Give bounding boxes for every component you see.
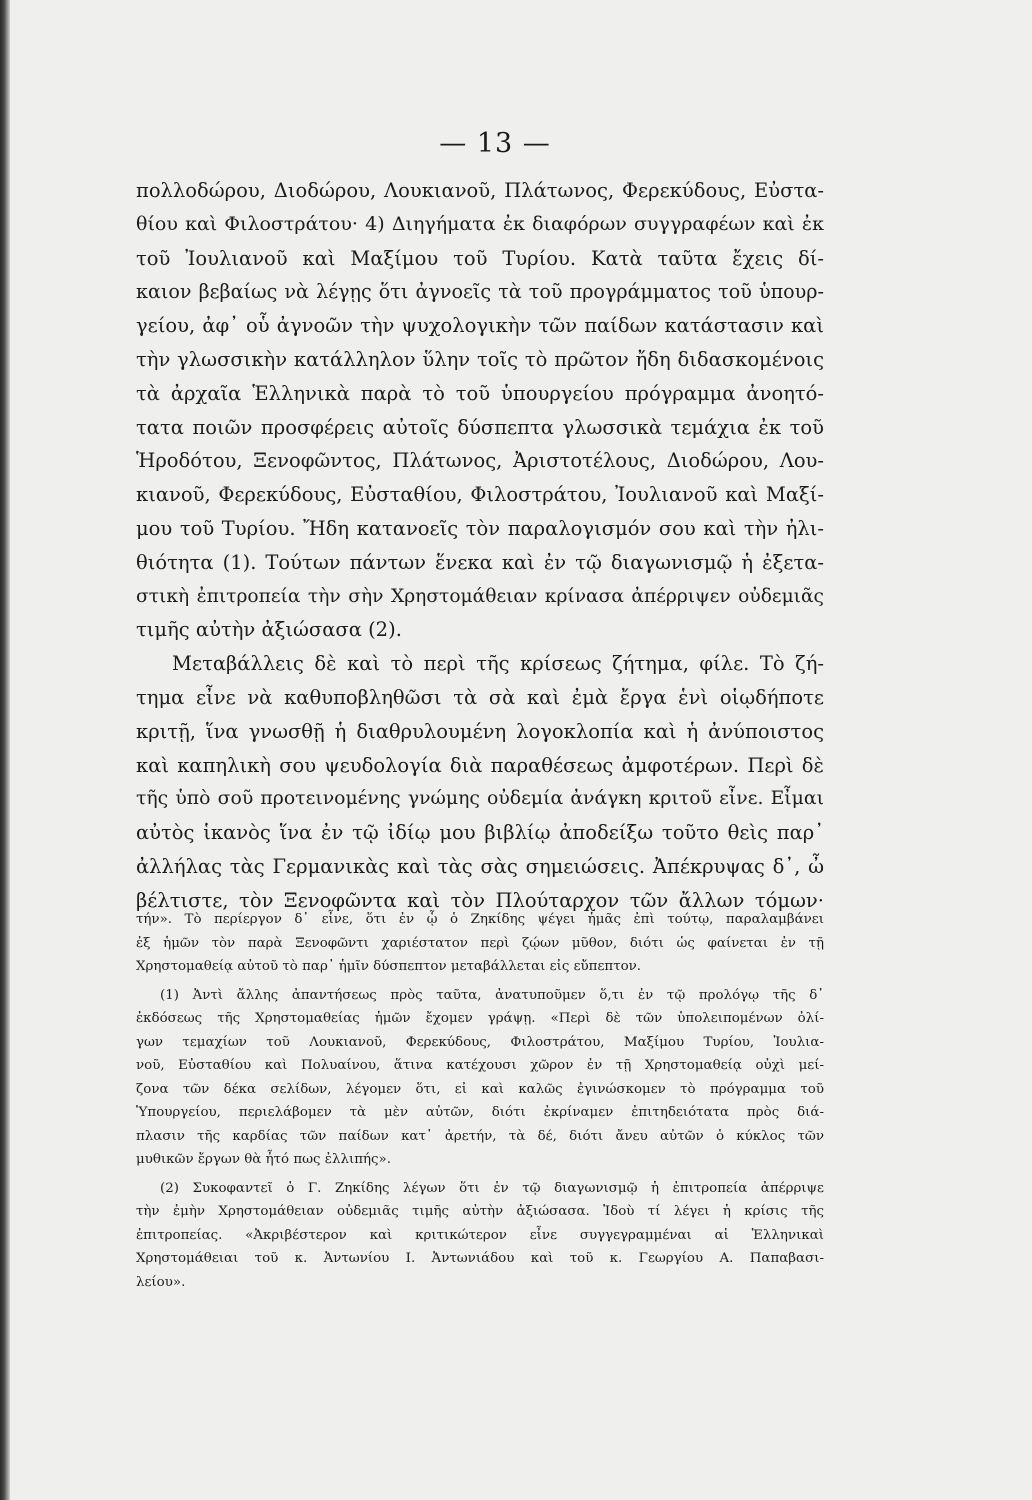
footnote-line: ἐκδόσεως τῆς Χρηστομαθείας ἡμῶν ἔχομεν γράψῃ. «Περὶ δὲ τῶν ὑπολειπομένων ὀλί-: [136, 1011, 824, 1026]
footnote-line: πλασιν τῆς καρδίας τῶν παίδων κατ᾽ ἀρετήν, τὰ δέ, διότι ἄνευ αὐτῶν ὁ κύκλος τῶν: [136, 1128, 824, 1144]
body-line: τημα εἶνε νὰ καθυποβληθῶσι τὰ σὰ καὶ ἐμὰ ἔργα ἑνὶ οἱῳδήποτε: [136, 685, 824, 709]
body-line: θίου καὶ Φιλοστράτου· 4) Διηγήματα ἐκ διαφόρων συγγραφέων καὶ ἐκ: [136, 212, 824, 235]
body-line: κριτῇ, ἵνα γνωσθῇ ἡ διαθρυλουμένη λογοκλοπία καὶ ἡ ἀνύποιστος: [136, 719, 824, 743]
footnote-line: τήν». Τὸ περίεργον δ᾽ εἶνε, ὅτι ἐν ᾧ ὁ Ζηκίδης ψέγει ἡμᾶς ἐπὶ τούτῳ, παραλαμβάνει: [136, 912, 824, 927]
footnote-line: ἐπιτροπείας. «Ἀκριβέστερον καὶ κριτικώτερον εἶνε συγγεγραμμέναι αἱ Ἑλληνικαὶ: [136, 1227, 824, 1243]
footnote-line: νοῦ, Εὐσταθίου καὶ Πολυαίνου, ἅτινα κατέχουσι χῶρον ἐν τῇ Χρηστομαθείᾳ οὐχὶ μεί-: [136, 1058, 824, 1073]
body-line: κιανοῦ, Φερεκύδους, Εὐσταθίου, Φιλοστράτου, Ἰουλιανοῦ καὶ Μαξί-: [136, 483, 824, 507]
footnote-line: λείου».: [136, 1274, 186, 1290]
body-line: Ἡροδότου, Ξενοφῶντος, Πλάτωνος, Ἀριστοτέλους, Διοδώρου, Λου-: [136, 449, 824, 473]
body-line: τῆς ὑπὸ σοῦ προτεινομένης γνώμης οὐδεμία ἀνάγκη κριτοῦ εἶνε. Εἶμαι: [136, 788, 824, 810]
footnote-line: Χρηστομαθείᾳ αὐτοῦ τὸ παρ᾽ ἡμῖν δύσπεπτον μεταβάλλεται εἰς εὔπεπτον.: [136, 959, 642, 974]
footnote-line: γων τεμαχίων τοῦ Λουκιανοῦ, Φερεκύδους, Φιλοστράτου, Μαξίμου Τυρίου, Ἰουλια-: [136, 1034, 824, 1050]
body-line: βέλτιστε, τὸν Ξενοφῶντα καὶ τὸν Πλούταρχον τῶν ἄλλων τόμων·: [136, 888, 824, 912]
body-line: τὴν γλωσσικὴν κατάλληλον ὕλην τοῖς τὸ πρῶτον ἤδη διδασκομένοις: [136, 347, 824, 371]
body-line: πολλοδώρου, Διοδώρου, Λουκιανοῦ, Πλάτωνος, Φερεκύδους, Εὐστα-: [136, 179, 824, 202]
body-line: τατα ποιῶν προσφέρεις αὐτοῖς δύσπεπτα γλωσσικὰ τεμάχια ἐκ τοῦ: [136, 415, 824, 439]
footnote-line: μυθικῶν ἔργων θὰ ἦτό πως ἐλλιπής».: [136, 1152, 391, 1167]
footnote-line: ἐξ ἡμῶν τὸν παρὰ Ξενοφῶντι χαριέστατον περὶ ζῴων μῦθον, διότι ὡς φαίνεται ἐν τῇ: [136, 935, 824, 951]
body-line: καὶ καπηλικὴ σου ψευδολογία διὰ παραθέσεως ἀμφοτέρων. Περὶ δὲ: [136, 753, 824, 777]
footnote-line: (2) Συκοφαντεῖ ὁ Γ. Ζηκίδης λέγων ὅτι ἐν τῷ διαγωνισμῷ ἡ ἐπιτροπεία ἀπέρριψε: [160, 1180, 824, 1196]
footnote-line: Ὑπουργείου, περιελάβομεν τὰ μὲν αὐτῶν, διότι ἐκρίναμεν ἐπιτηδειότατα πρὸς διά-: [136, 1105, 824, 1120]
body-line: Μεταβάλλεις δὲ καὶ τὸ περὶ τῆς κρίσεως ζήτημα, φίλε. Τὸ ζή-: [172, 652, 824, 676]
body-line: τιμῆς αὐτὴν ἀξιώσασα (2).: [136, 618, 402, 642]
binding-edge: [0, 0, 10, 1500]
body-line: ἀλλήλας τὰς Γερμανικὰς καὶ τὰς σὰς σημειώσεις. Ἀπέκρυψας δ᾽, ὦ: [136, 854, 824, 878]
body-line: αὐτὸς ἱκανὸς ἵνα ἐν τῷ ἰδίῳ μου βιβλίῳ ἀποδείξω τοῦτο θεὶς παρ᾽: [136, 821, 824, 845]
body-line: στικὴ ἐπιτροπεία τὴν σὴν Χρηστομάθειαν κρίνασα ἀπέρριψεν οὐδεμιᾶς: [136, 585, 824, 607]
body-line: τοῦ Ἰουλιανοῦ καὶ Μαξίμου τοῦ Τυρίου. Κατὰ ταῦτα ἔχεις δί-: [136, 246, 824, 270]
body-text: [136, 174, 824, 918]
footnote-line: τὴν ἐμὴν Χρηστομάθειαν οὐδεμιᾶς τιμῆς αὐτὴν ἀξιώσασα. Ἰδοὺ τί λέγει ἡ κρίσις τῆς: [136, 1204, 824, 1219]
footnote-line: ζονα τῶν δέκα σελίδων, λέγομεν ὅτι, εἰ καὶ καλῶς ἐγινώσκομεν τὸ πρόγραμμα τοῦ: [136, 1081, 824, 1097]
body-line: μου τοῦ Τυρίου. Ἤδη κατανοεῖς τὸν παραλογισμόν σου καὶ τὴν ἠλι-: [136, 516, 824, 540]
body-line: γείου, ἀφ᾽ οὗ ἀγνοῶν τὴν ψυχολογικὴν τῶν παίδων κατάστασιν καὶ: [136, 314, 824, 338]
page-number: — 13 —: [439, 128, 551, 159]
body-line: τὰ ἀρχαῖα Ἑλληνικὰ παρὰ τὸ τοῦ ὑπουργείου πρόγραμμα ἀνοητό-: [136, 381, 824, 405]
footnotes: [136, 908, 824, 1294]
body-line: θιότητα (1). Τούτων πάντων ἕνεκα καὶ ἐν τῷ διαγωνισμῷ ἡ ἐξετα-: [136, 550, 824, 574]
body-line: καιον βεβαίως νὰ λέγῃς ὅτι ἀγνοεῖς τὰ τοῦ προγράμματος τοῦ ὑπουρ-: [136, 280, 824, 304]
footnote-line: (1) Ἀντὶ ἄλλης ἀπαντήσεως πρὸς ταῦτα, ἀνατυποῦμεν ὅ,τι ἐν τῷ προλόγῳ τῆς δ᾽: [160, 987, 824, 1003]
footnote-line: Χρηστομάθειαι τοῦ κ. Ἀντωνίου Ι. Ἀντωνιάδου καὶ τοῦ κ. Γεωργίου Α. Παπαβασι-: [136, 1251, 824, 1266]
